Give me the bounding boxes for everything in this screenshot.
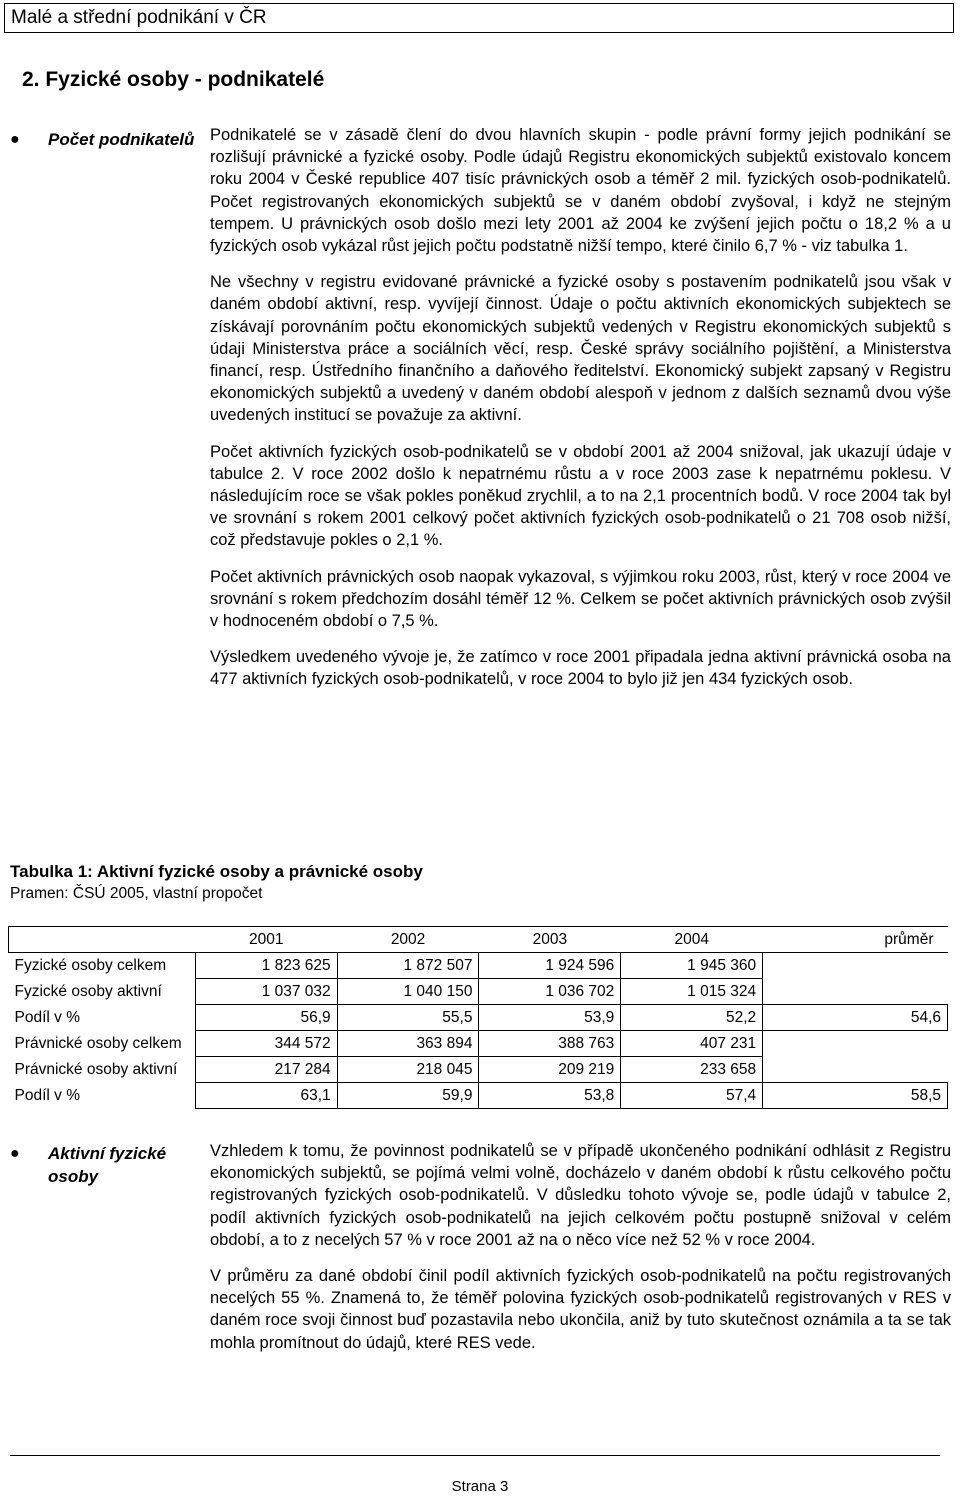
cell: 52,2 [621, 1005, 763, 1031]
paragraph: Výsledkem uvedeného vývoje je, že zatímco v roce 2001 připadala jedna aktivní právnická osoba na 477 aktivních fyzických osob-podnikatelů, v roce 2004 to bylo již jen 434 fyzických osob. [210, 648, 951, 689]
cell: 1 037 032 [195, 979, 337, 1005]
column-header: 2002 [337, 927, 479, 953]
table-row [9, 1031, 948, 1057]
data-table [8, 926, 948, 1109]
row-label: Fyzické osoby celkem [14, 956, 167, 974]
row-label: Podíl v % [14, 1086, 80, 1104]
table-row [9, 1057, 948, 1083]
table-row [9, 1083, 948, 1109]
table-header-row [9, 927, 948, 953]
body-block-1 [210, 124, 951, 705]
side-heading-aktivni [10, 1142, 200, 1188]
paragraph: Počet aktivních fyzických osob-podnikatelů se v období 2001 až 2004 snižoval, jak ukazují údaje v tabulce 2. V roce 2002 došlo k nepatrnému růstu a v roce 2003 zase k nepatrnému poklesu. V následujícím roce se však pokles poněkud zrychlil, a to na 2,1 procentních bodů. V roce 2004 tak byl ve srovnání s rokem 2001 celkový počet aktivních fyzických osob-podnikatelů o 21 708 osob nižší, což představuje pokles o 2,1 %. [210, 442, 951, 550]
section-title: 2. Fyzické osoby - podnikatelé [22, 68, 325, 91]
cell-avg [763, 953, 948, 979]
table-corner [9, 927, 196, 953]
cell: 233 658 [621, 1057, 763, 1083]
table-row [9, 979, 948, 1005]
footer-divider [10, 1455, 940, 1456]
cell: 217 284 [195, 1057, 337, 1083]
side-heading-podnikatelu [10, 128, 200, 151]
row-label: Podíl v % [14, 1008, 80, 1026]
header-title: Malé a střední podnikání v ČR [11, 7, 267, 28]
row-label: Fyzické osoby aktivní [14, 982, 162, 1000]
cell: 1 015 324 [621, 979, 763, 1005]
table-source: Pramen: ČSÚ 2005, vlastní propočet [10, 885, 263, 902]
cell: 53,8 [479, 1083, 621, 1109]
table-row [9, 1005, 948, 1031]
page-number: Strana 3 [451, 1478, 509, 1495]
header-box [4, 3, 954, 33]
bullet-icon: ● [10, 1145, 20, 1162]
table-row [9, 953, 948, 979]
table-title: Tabulka 1: Aktivní fyzické osoby a právnické osoby [10, 862, 423, 881]
cell: 1 945 360 [621, 953, 763, 979]
cell: 53,9 [479, 1005, 621, 1031]
cell-avg [763, 979, 948, 1005]
cell: 56,9 [195, 1005, 337, 1031]
column-header: 2003 [479, 927, 621, 953]
cell-avg [763, 1057, 948, 1083]
cell: 55,5 [337, 1005, 479, 1031]
paragraph: Vzhledem k tomu, že povinnost podnikatelů se v případě ukončeného podnikání odhlásit z Registru ekonomických subjektů, se pojímá velmi volně, docházelo v daném období k růstu celkového počtu registrovaných fyzických osob-podnikatelů. V důsledku tohoto vývoje se, podle údajů v tabulce 2, podíl aktivních fyzických osob-podnikatelů na jejich celkovém počtu postupně snižoval v celém období, a to z necelých 57 % v roce 2001 až na o něco více než 52 % v roce 2004. [210, 1142, 951, 1249]
cell: 1 924 596 [479, 953, 621, 979]
cell: 1 872 507 [337, 953, 479, 979]
side-label: Aktivní fyzické osoby [48, 1144, 167, 1186]
row-label: Právnické osoby celkem [14, 1034, 182, 1052]
cell: 218 045 [337, 1057, 479, 1083]
row-label: Právnické osoby aktivní [14, 1060, 178, 1078]
cell-avg [763, 1031, 948, 1057]
bullet-icon: ● [10, 131, 20, 148]
cell-avg: 58,5 [763, 1083, 948, 1109]
cell: 59,9 [337, 1083, 479, 1109]
cell: 209 219 [479, 1057, 621, 1083]
side-label: Počet podnikatelů [48, 130, 195, 149]
cell: 344 572 [195, 1031, 337, 1057]
column-header: 2004 [621, 927, 763, 953]
cell: 1 036 702 [479, 979, 621, 1005]
cell: 1 040 150 [337, 979, 479, 1005]
paragraph: Podnikatelé se v zásadě člení do dvou hlavních skupin - podle právní formy jejich podnikání se rozlišují právnické a fyzické osoby. Podle údajů Registru ekonomických subjektů existovalo koncem roku 2004 v České republice 407 tisíc právnických osob a téměř 2 mil. fyzických osob-podnikatelů. Počet registrovaných ekonomických subjektů se v daném období zvyšoval, i když ne stejným tempem. U právnických osob došlo mezi lety 2001 až 2004 ke zvýšení jejich počtu o 18,2 % a u fyzických osob vykázal růst jejich počtu podstatně nižší tempo, které činilo 6,7 % - viz tabulka 1. [210, 126, 951, 256]
paragraph: Ne všechny v registru evidované právnické a fyzické osoby s postavením podnikatelů jsou však v daném období aktivní, resp. vyvíjejí činnost. Údaje o počtu aktivních ekonomických subjektech se získávají porovnáním počtu ekonomických subjektů vedených v Registru ekonomických subjektů s údaji Ministerstva práce a sociálních věcí, resp. České správy sociálního pojištění, a Ministerstva financí, resp. Ústředního finančního a daňového ředitelství. Ekonomický subjekt zapsaný v Registru ekonomických subjektů a uvedený v daném období alespoň v jednom z dalších seznamů dvou výše uvedených institucí se považuje za aktivní. [210, 273, 951, 425]
cell: 363 894 [337, 1031, 479, 1057]
column-header: 2001 [195, 927, 337, 953]
body-block-2 [210, 1140, 951, 1368]
cell: 407 231 [621, 1031, 763, 1057]
cell: 1 823 625 [195, 953, 337, 979]
paragraph: Počet aktivních právnických osob naopak vykazoval, s výjimkou roku 2003, růst, který v roce 2004 ve srovnání s rokem předchozím dosáhl téměř 12 %. Celkem se počet aktivních právnických osob zvýšil v hodnoceném období o 7,5 %. [210, 567, 951, 631]
cell: 388 763 [479, 1031, 621, 1057]
cell: 63,1 [195, 1083, 337, 1109]
cell-avg: 54,6 [763, 1005, 948, 1031]
column-header: průměr [763, 927, 948, 953]
cell: 57,4 [621, 1083, 763, 1109]
paragraph: V průměru za dané období činil podíl aktivních fyzických osob-podnikatelů na počtu registrovaných necelých 55 %. Znamená to, že téměř polovina fyzických osob-podnikatelů registrovaných v RES v daném roce svoji činnost buď pozastavila nebo ukončila, aniž by tuto skutečnost oznámila a ta se tak mohla promítnout do údajů, které RES vede. [210, 1267, 951, 1352]
